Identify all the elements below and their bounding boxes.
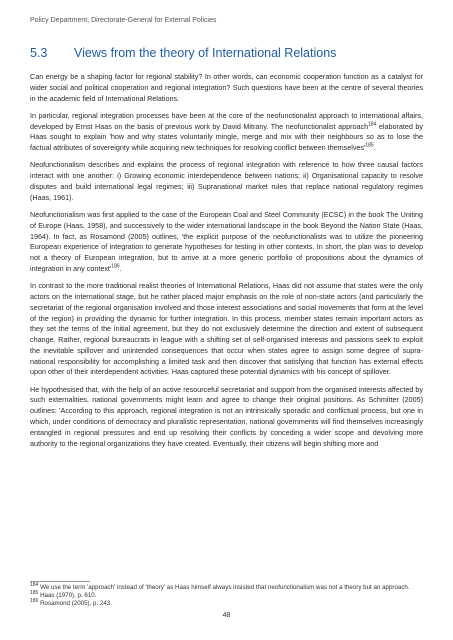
paragraph-text: Can energy be a shaping factor for regional stability? In other words, can economic cooperation function as a catalyst for wider social and political cooperation and regional integration? Such questions have been at the centre of several theories in the academic field of International Relations. xyxy=(30,72,423,103)
footnotes xyxy=(30,581,423,608)
footnote-ref[interactable]: 185 xyxy=(365,142,374,149)
footnote-number: 186 xyxy=(30,597,39,604)
footnote xyxy=(30,589,423,600)
footnote-text: Rosamond (2005), p. 243. xyxy=(38,600,112,607)
paragraph-6 xyxy=(30,385,423,450)
paragraph-text: In particular, regional integration processes have been at the core of the neofunctionalist approach to international affairs, developed by Ernst Haas on the basis of previous work by David Mitrany. The neofunctionalist approach xyxy=(30,110,423,131)
footnote xyxy=(30,597,423,608)
paragraph-text: elaborated by Haas sought to explain 'how and why states voluntarily mingle, merge and mix with their neighbours so as to lose the factual attributes of sovereignty while acquiring new techniques for resolving conflict between themselves' xyxy=(30,121,423,153)
running-header: Policy Department, Directorate-General for External Policies xyxy=(30,17,217,24)
paragraph-text: . xyxy=(119,263,122,273)
footnote-ref[interactable]: 184 xyxy=(368,121,377,128)
body-text xyxy=(30,72,423,456)
paragraph-3 xyxy=(30,160,423,203)
footnote xyxy=(30,581,423,592)
section-number: 5.3 xyxy=(30,46,48,60)
section-heading xyxy=(30,46,430,60)
footnote-ref[interactable]: 186 xyxy=(111,263,120,270)
paragraph-text: Neofunctionalism was first applied to the case of the European Coal and Steel Community (ECSC) in the book The Uniting of Europe (Haas, 1958), and successively to the wider international landscape in the book Beyond the Nation State (Haas, 1964). In fact, as Rosamond (2005) outlines, 'the explicit purpose of the neofunctionalists was to utilize the pioneering European experience of integration to generate hypotheses for testing in other contexts. In short, the plan was to develop not a theory of European integration, but to arrive at a more generic portfolio of propositions about the dynamics of integration in any context' xyxy=(30,209,423,273)
footnote-number: 185 xyxy=(30,589,39,596)
footnote-number: 184 xyxy=(30,581,39,588)
paragraph-text: He hypothesised that, with the help of an active resourceful secretariat and support from the organised interests affected by such externalities, national governments might learn and agree to change their original positions. As Schmitter (2005) outlines: 'According to this approach, regional integration is not an intrinsically sporadic and conflictual process, but one in which, under conditions of democracy and pluralistic representation, national governments will find themselves increasingly entangled in regional pressures and end up resolving their conflicts by conceding a wider scope and devolving more authority to the regional organizations they have created. Eventually, their citizens will begin shifting more and xyxy=(30,384,423,448)
paragraph-4 xyxy=(30,210,423,275)
footnote-divider xyxy=(30,581,90,582)
paragraph-text: . xyxy=(373,143,376,153)
footnote-text: Haas (1970), p. 610. xyxy=(38,592,97,599)
page-number: 48 xyxy=(222,612,231,619)
section-title: Views from the theory of International Relations xyxy=(74,46,337,60)
paragraph-text: Neofunctionalism describes and explains the process of regional integration with reference to how three causal factors interact with one another: i) Growing economic interdependence between nations; ii) Organisational capacity to resolve disputes and build international legal regimes; iii) Supranational market rules that replace national regulatory regimes (Haas, 1961). xyxy=(30,160,423,202)
paragraph-1 xyxy=(30,72,423,104)
footnote-text: We use the term 'approach' instead of 'theory' as Haas himself always insisted that neofunctionalism was not a theory but an approach. xyxy=(38,584,410,591)
paragraph-5 xyxy=(30,281,423,378)
paragraph-text: In contrast to the more traditional realist theories of International Relations, Haas did not assume that states were the only actors on the international stage, but he rather placed major emphasis on the role of non-state actors (and particularly the secretariat of the regional organisation involved and those interest associations and social movements that form at the level of the region) in providing the dynamic for further integration. In this process, member states remain important actors as they set the terms of the initial agreement, but they do not exclusively determine the direction and extent of subsequent change. Rather, regional bureaucrats in league with a shifting set of self-organised interests and passions seek to exploit the inevitable spillover and unintended consequences that occur when states agree to assign some degree of supra-national responsibility for accomplishing a limited task and then discover that satisfying that function has external effects upon other of their interdependent activities. Haas captured these potential dynamics with his concept of spillover. xyxy=(30,281,423,377)
paragraph-2 xyxy=(30,111,423,154)
